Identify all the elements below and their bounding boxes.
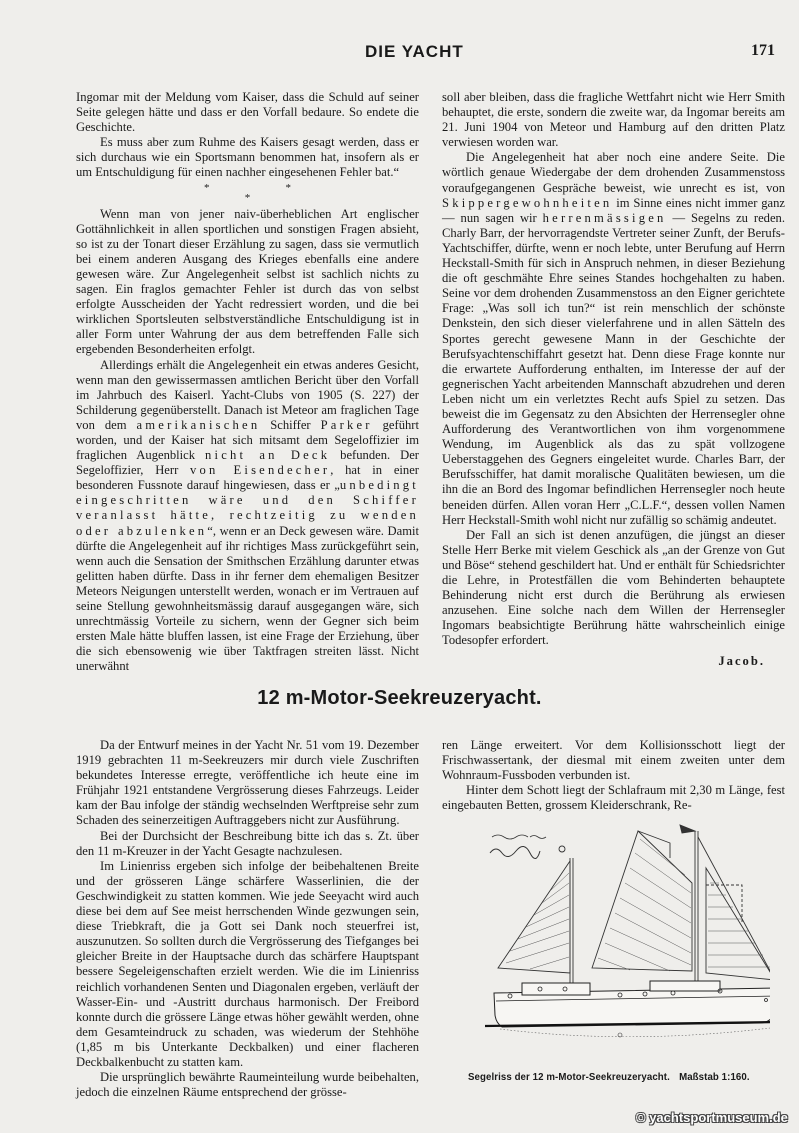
- running-title: DIE YACHT: [365, 42, 464, 61]
- caption-scale: Maßstab 1:160.: [679, 1071, 750, 1083]
- sail-plan-figure: [470, 823, 770, 1063]
- paragraph: Allerdings erhält die Angelegenheit ein etwas anderes Gesicht, wenn man den gewissermassen amtlichen Bericht über den Vorfall im Jahrbuch des Kaiserl. Yacht-Clubs von 1905 (S. 227) der Schilderung gegenüberstellt. Danach ist Meteor am fraglichen Tage von dem amerikanischen Schiffer Parker geführt worden, und der Kaiser hat sich mitsamt dem Segeloffizier im fraglichen Augenblick nicht an Deck befunden. Der Segeloffizier, Herr von Eisendecher, hat in einer besonderen Fussnote darauf hingewiesen, dass er „unbedingt eingeschritten wäre und den Schiffer veranlasst hätte, rechtzeitig zu wenden oder abzulenken“, wenn er an Deck gewesen wäre. Damit dürfte die Angelegenheit auf ihr richtiges Mass zurückgeführt sein, wenn auch die Sensation der Smithschen Erzählung darunter etwas gelitten haben dürfte. Dass in ihr ferner dem ehemaligen Besitzer Meteors Neigungen unterstellt werden, wonach er im Vertrauen auf seine Stellung gewohnheitsmässig darauf ausgegangen wäre, sich unrechtmässig Vorteile zu sichern, wenn der Gegner sich beim ersten Male hätte bluffen lassen, ist eine Frage der Erziehung, über die sich ebensowenig wie über Taktfragen streiten lässt. Nicht unerwähnt: [76, 357, 419, 674]
- previous-article-column-right: [442, 90, 785, 670]
- previous-article-column-left: [76, 90, 419, 674]
- paragraph: Es muss aber zum Ruhme des Kaisers gesagt werden, dass er sich durchaus wie ein Sportsmann benommen hat, insofern als er um Entschuldigung für einen nachher eingesehenen Fehler bat.“: [76, 135, 419, 180]
- copyright-watermark: © yachtsportmuseum.de: [636, 1110, 788, 1125]
- paragraph: Der Fall an sich ist denen anzufügen, die jüngst an dieser Stelle Herr Berke mit vielem Geschick als „an der Grenze von Gut und Böse“ stehend geschildert hat. Und er enthält für Schiedsrichter die Lehre, in Protestfällen die vom Behinderten behauptete Behinderung nicht erst durch die Berührung als erwiesen anzusehen. Eine solche nach dem Willen der Herrensegler Ingomars beabsichtigte Berührung hätte wahrscheinlich einige Todesopfer erfordert.: [442, 527, 785, 648]
- paragraph: Wenn man von jener naiv-überheblichen Art englischer Gottähnlichkeit in allen sportlichen und sonstigen Fragen absieht, so ist zu der Tonart dieser Erzählung zu sagen, dass sie vermutlich bei einem anderen Ausgang des Krieges ebenfalls eine andere gewesen wäre. Zur Angelegenheit selbst ist sachlich nichts zu sagen. Ein fraglos gemachter Fehler ist durch das von selbst erfolgte Ausscheiden der Yacht redressiert worden, und die bei wirklichen Sportsleuten selbstverständliche Entschuldigung ist in aller Form unter Wahrung der aus dem betreffenden Falle sich ergebenden Besonderheiten erfolgt.: [76, 206, 419, 357]
- paragraph: Ingomar mit der Meldung vom Kaiser, dass die Schuld auf seiner Seite gelegen hätte und dass er den Vorfall bedaure. So endete die Geschichte.: [76, 90, 419, 135]
- section-separator: * * *: [204, 181, 291, 204]
- running-head: [0, 42, 799, 66]
- paragraph: Die ursprünglich bewährte Raumeinteilung wurde beibehalten, jedoch die einzelnen Räume entsprechend der grösse-: [76, 1070, 419, 1100]
- paragraph: Hinter dem Schott liegt der Schlafraum mit 2,30 m Länge, fest eingebauten Betten, grossem Kleiderschrank, Re-: [442, 783, 785, 813]
- article-column-left: [76, 738, 419, 1100]
- paragraph: Im Linienriss ergeben sich infolge der beibehaltenen Breite und der grösseren Länge schärfere Wasserlinien, die der Geschwindigkeit zu statten kommen. Wie jede Seeyacht wird auch diese bei dem auf See meist herrschenden Winde gezwungen sein, diese Triebkraft, die ja Gott sei Dank noch steuerfrei ist, auszunutzen. So sollten durch die Vergrösserung des Tiefganges bei gleicher Breite in der Hauptsache durch das schärfere Hauptspant bessere Segeleigenschaften erzielt werden. Wie die im Linienriss reichlich vorhandenen Senten und Diagonalen ergeben, verläuft der Wasser-Ein- und -Austritt durchaus harmonisch. Der Freibord konnte durch die grössere Länge etwas höher gewählt werden, ohne dem Gesamteindruck zu schaden, was wiederum der Stehhöhe (1,85 m bis Unterkante Deckbalken) und einer flacheren Deckbalkenbucht zu statten kam.: [76, 858, 419, 1069]
- caption-text: Segelriss der 12 m-Motor-Seekreuzeryacht.: [468, 1071, 670, 1083]
- paragraph: ren Länge erweitert. Vor dem Kollisionsschott liegt der Frischwassertank, der diesmal mit einem zweiten unter dem Wohnraum-Fussboden verbunden ist.: [442, 738, 785, 783]
- figure-caption: [468, 1071, 762, 1083]
- page-number: 171: [751, 42, 775, 59]
- paragraph: Die Angelegenheit hat aber noch eine andere Seite. Die wörtlich genaue Wiedergabe der dem drohenden Zusammenstoss voraufgegangenen Gespräche beweist, wie unrecht es ist, von Skippergewohnheiten im Sinne eines nicht immer ganz — nun sagen wir herrenmässigen — Segelns zu reden. Charly Barr, der hervorragendste Vertreter seiner Zunft, der Berufs-Yachtschiffer, dürfte, wenn er noch lebte, unter Berufung auf Herrn Heckstall-Smith für sich in Anspruch nehmen, in dieser Beziehung die oft geschmähte Ehre seines Standes hochgehalten zu haben. Seine vor dem drohenden Zusammenstoss an den Eigner gerichtete Frage: „Was soll ich tun?“ ist rein menschlich der schönste Denkstein, den sich dieser vielerfahrene und in allen Sätteln des Sportes gerecht gewesene Mann in der Geschichte der Berufsyachtenschiffahrt gesetzt hat. Denn diese Frage konnte nur die erwartete Aufforderung enthalten, im Interesse der auf der gegnerischen Yacht arbeitenden Mannschaft abzudrehen und deren Leben nicht um ein verletztes Recht aufs Spiel zu setzen. Das beweist die im Gegensatz zu den Absichten der Herrensegler ohne Aufforderung des Verantwortlichen von ihm vorgenommene Wendung, im Augenblick als das zu spät vollzogene Ueberstaggehen des Gegners eingeleitet wurde. Charles Barr, der Berufsschiffer, hat damit moralische Qualitäten bewiesen, um die ihn die an Bord des Ingomar befindlichen Herrensegler noch heute beneiden dürfen. Allen voran Herr „C.L.F.“, dessen vollen Namen Herr Heckstall-Smith wohl nicht nur zufällig so schämig andeutet.: [442, 150, 785, 527]
- article-column-right: [442, 738, 785, 813]
- paragraph: Bei der Durchsicht der Beschreibung bitte ich das s. Zt. über den 11 m-Kreuzer in der Yacht Gesagte nachzulesen.: [76, 828, 419, 858]
- sail-plan-drawing-icon: [470, 823, 770, 1063]
- paragraph: soll aber bleiben, dass die fragliche Wettfahrt nicht wie Herr Smith behauptet, die erste, sondern die zweite war, da Ingomar bereits am 21. Juni 1904 von Meteor und Hamburg auf den dritten Platz verwiesen worden war.: [442, 90, 785, 150]
- author-signature: Jacob.: [718, 654, 765, 669]
- article-title: 12 m-Motor-Seekreuzeryacht.: [257, 687, 542, 709]
- paragraph: Da der Entwurf meines in der Yacht Nr. 51 vom 19. Dezember 1919 gebrachten 11 m-Seekreuzers mir durch viele Zuschriften bekundetes Interesse erregte, veröffentliche ich heute eine im Frühjahr 1921 entstandene Vergrösserung dieses Fahrzeugs. Leider kam der Bau infolge der ständig wechselnden Werftpreise sehr zum Schaden des seinerzeitigen Auftraggebers nicht zur Ausführung.: [76, 738, 419, 828]
